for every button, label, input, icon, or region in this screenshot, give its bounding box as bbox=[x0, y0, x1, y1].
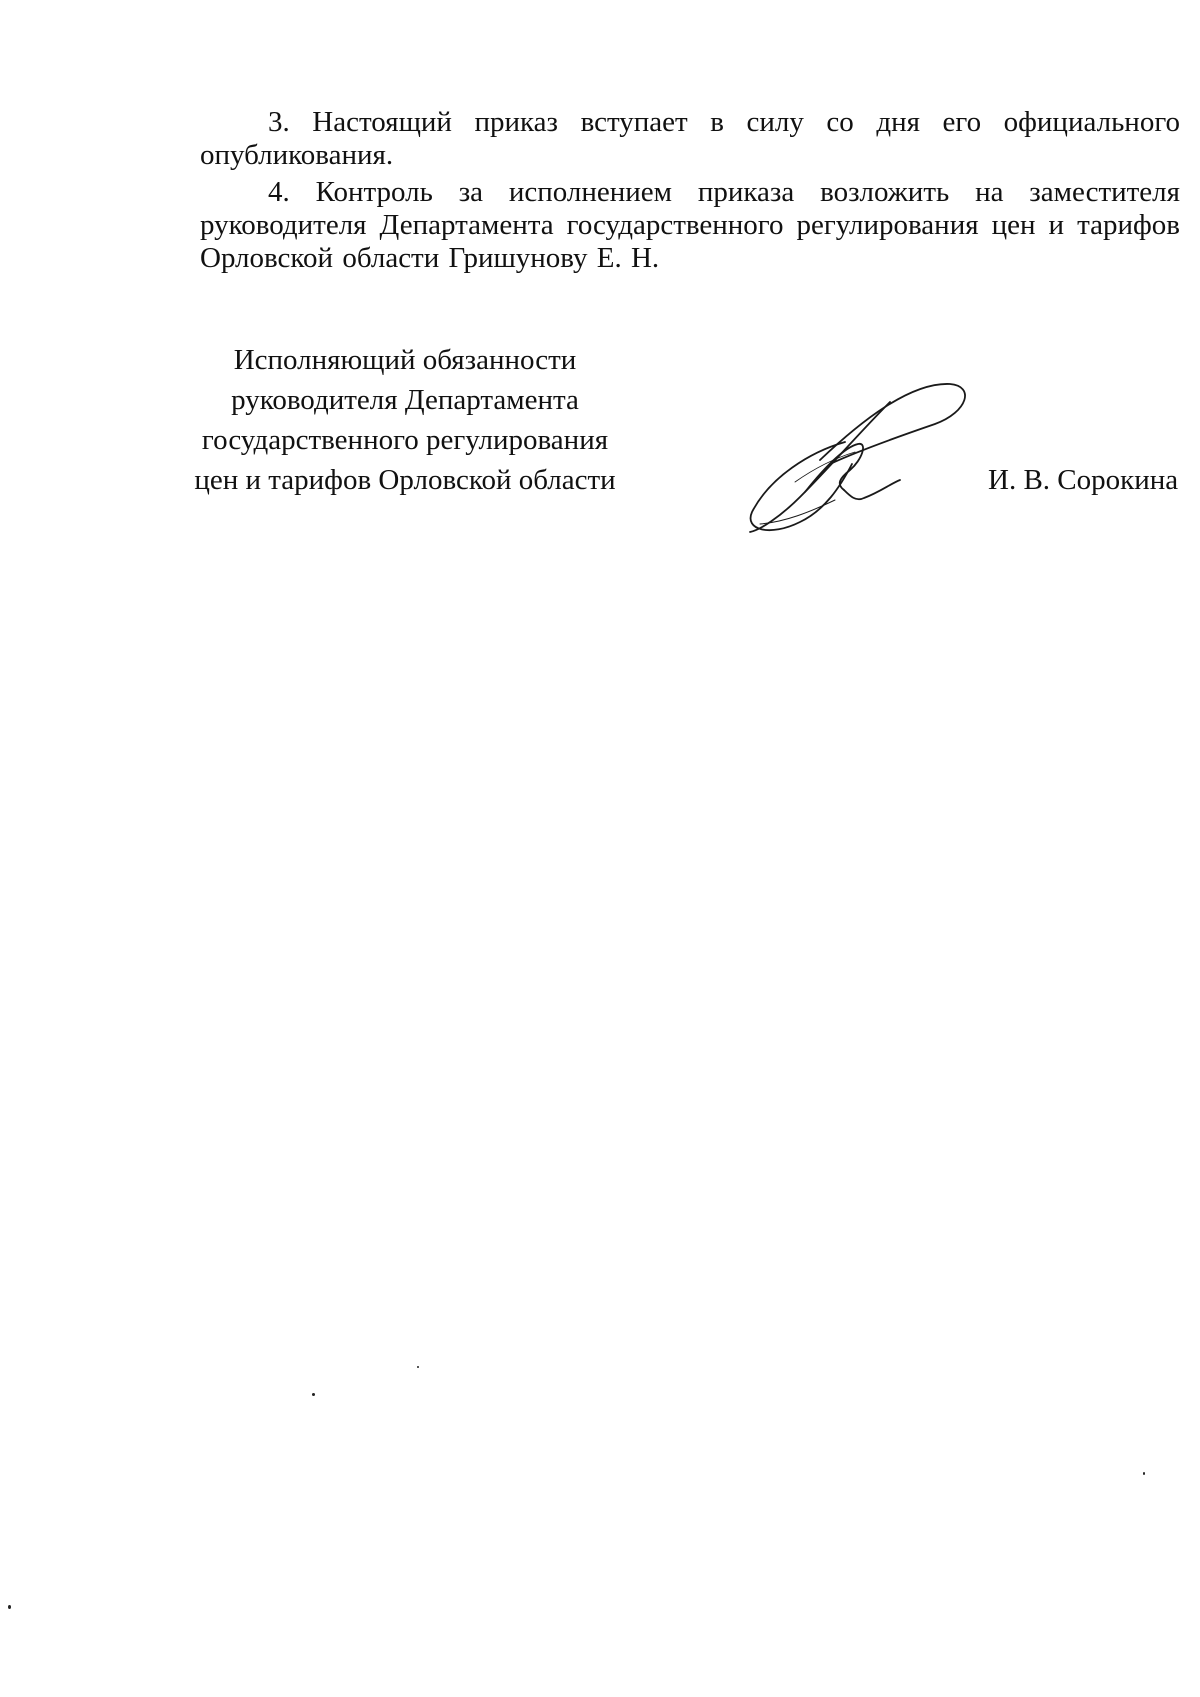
scan-speck bbox=[1143, 1472, 1145, 1475]
scan-speck bbox=[312, 1393, 315, 1396]
signer-position-line-3: государственного регулирования bbox=[201, 424, 609, 456]
paragraph-4: 4. Контроль за исполнением приказа возложить на заместителя руководителя Департамента государственного регулирования цен и тарифов Орловской области Гришунову Е. Н. bbox=[200, 176, 1180, 274]
signer-position-line-4: цен и тарифов Орловской области bbox=[194, 464, 616, 496]
signer-name: И. В. Сорокина bbox=[988, 464, 1179, 496]
paragraph-3: 3. Настоящий приказ вступает в силу со дня его официального опубликования. bbox=[200, 106, 1180, 171]
signer-position-line-2: руководителя Департамента bbox=[231, 384, 579, 416]
scan-speck bbox=[417, 1366, 419, 1368]
scan-speck bbox=[8, 1605, 11, 1609]
signer-position-line-1: Исполняющий обязанности bbox=[233, 344, 577, 376]
handwritten-signature bbox=[740, 372, 980, 547]
order-body bbox=[200, 106, 1180, 279]
signer-position bbox=[180, 340, 630, 500]
